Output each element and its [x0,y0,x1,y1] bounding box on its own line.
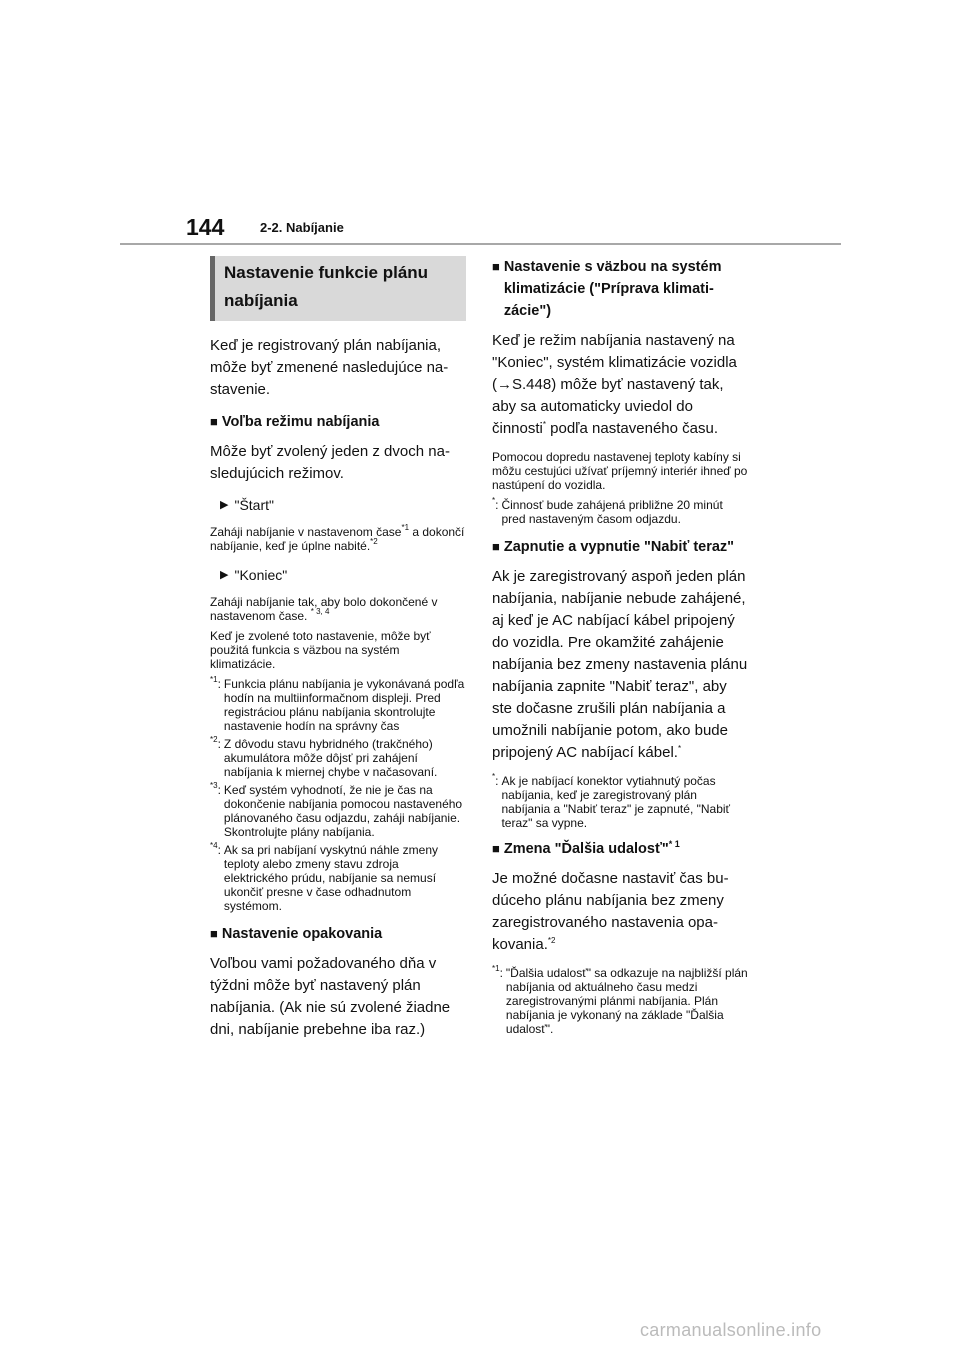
footnote-ref: * 3, 4 [310,607,330,616]
start-desc-text: Zaháji nabíjanie v nastavenom čase [210,525,402,539]
square-bullet-icon: ■ [210,926,218,941]
footnote: $^{*3}$: Keď systém vyhodnotí, že nie je čas na dokončenie nabíjania pomocou nastaveného plánovaného času odjazdu, zaháji nabíjanie. Skontrolujte plány nabíjania. [210,783,466,839]
footnote-mark: * [492,772,496,781]
footnote-list [210,677,466,913]
end-note: Keď je zvolené toto nastavenie, môže byť použitá funkcia s väzbou na systém klimatizácie. [210,629,431,671]
footnote: $^{*2}$: Z dôvodu stavu hybridného (trakčného) akumulátora môže dôjsť pri zahájení nabíjania k miernej chybe v načasovaní. [210,737,466,779]
square-bullet-icon: ■ [492,259,500,274]
climate-text-end: podľa nastaveného času. [545,420,718,437]
climate-heading-text: Nastavenie s väzbou na systém klimatizácie ("Príprava klimatizácie") [503,259,722,319]
footnote-mark: *4 [210,841,218,850]
footnote-ref: *2 [547,936,556,945]
footnote: *: Činnosť bude zahájená približne 20 minút pred nastaveným časom odjazdu. [492,498,748,526]
triangle-bullet-icon: ▶ [220,569,229,581]
end-desc-text: Zaháji nabíjanie tak, aby bolo dokončené v nastavenom čase. [210,595,438,623]
footnote-ref: * [677,744,682,753]
footnote-ref: *2 [370,537,378,546]
charge-now-paragraph [492,566,748,764]
charge-now-heading-text: Zapnutie a vypnutie "Nabiť teraz" [503,539,735,555]
climate-small-note: Pomocou dopredu nastavenej teploty kabíny si môžu cestujúci užívať príjemný interiér ihneď po nastúpení do vozidla. [492,450,748,492]
arrow-icon: → [497,376,512,393]
footnote-ref: *1 [401,523,410,532]
next-event-heading-text [504,838,680,860]
chapter-title: 2-2. Nabíjanie [260,220,344,235]
footnote-text: Ak je nabíjací konektor vytiahnutý počas nabíjania, keď je zaregistrovaný plán nabíjania a "Nabiť teraz" je zapnuté, "Nabiť teraz" sa vypne. [501,774,731,830]
footnote-mark: *2 [210,735,218,744]
footnote-text: Funkcia plánu nabíjania je vykonávaná podľa hodín na multiinformačnom displeji. Pred registráciou plánu nabíjania skontrolujte nastavenie hodín na správny čas [223,677,465,733]
next-event-heading [492,838,748,860]
footnote: $^{*1}$: "Ďalšia udalosť" sa odkazuje na najbližší plán nabíjania od aktuálneho času medzi zaregistrovanými plánmi nabíjania. Plán nabíjania je vykonaný na základe "Ďalšia udalosť". [492,964,748,1036]
footnote: $^{*4}$: Ak sa pri nabíjaní vyskytnú náhle zmeny teploty alebo zmeny stavu zdroja elektrického prúdu, nabíjanie sa nemusí ukončiť presne v čase odhadnutom systémom. [210,843,466,913]
square-bullet-icon: ■ [210,414,218,429]
right-column [492,256,748,1040]
end-description [210,595,466,623]
page-number: 144 [186,214,225,240]
end-option-label: "Koniec" [234,567,288,583]
mode-heading-text: Voľba režimu nabíjania [221,414,380,430]
repeat-heading-text: Nastavenie opakovania [221,926,383,942]
footnote: *: Ak je nabíjací konektor vytiahnutý počas nabíjania, keď je zaregistrovaný plán nabíjania a "Nabiť teraz" je zapnuté, "Nabiť teraz" sa vypne. [492,774,748,830]
climate-text-ref: S.448) môže byť nastavený tak, aby sa automaticky uviedol do činnosti [492,376,724,437]
watermark: carmanualsonline.info [640,1320,822,1340]
square-bullet-icon: ■ [492,841,500,856]
footnote-text: Činnosť bude zahájená približne 20 minút pred nastaveným časom odjazdu. [501,498,723,526]
climate-text: Keď je režim nabíjania nastavený na "Koniec", systém klimatizácie vozidla ( [492,332,737,393]
footnote-text: Ak sa pri nabíjaní vyskytnú náhle zmeny teploty alebo zmeny stavu zdroja elektrického prúdu, nabíjanie sa nemusí ukončiť presne v čase odhadnutom systémom. [223,843,439,913]
footnote-text: "Ďalšia udalosť" sa odkazuje na najbližší plán nabíjania od aktuálneho času medzi zaregistrovanými plánmi nabíjania. Plán nabíjania je vykonaný na základe "Ďalšia udalosť". [505,966,748,1036]
left-column [210,256,466,1051]
charge-now-heading [492,536,748,558]
footnote-mark: *3 [210,781,218,790]
charge-now-text: Ak je zaregistrovaný aspoň jeden plán nabíjania, nabíjanie nebude zahájené, aj keď je AC nabíjací kábel pripojený do vozidla. Pre okamžité zahájenie nabíjania bez zmeny nastavenia plánu nabíjania zapnite "Nabiť teraz", aby ste dočasne zrušili plán nabíjania a umožnili nabíjanie potom, ako bude pripojený AC nabíjací kábel. [492,568,748,761]
footnote-mark: *1 [210,675,218,684]
footnote: $^{*1}$: Funkcia plánu nabíjania je vykonávaná podľa hodín na multiinformačnom displeji. Pred registráciou plánu nabíjania skontrolujte nastavenie hodín na správny čas [210,675,465,733]
start-option [210,495,466,515]
mode-heading [210,411,466,433]
end-option [210,565,466,585]
intro-paragraph: Keď je registrovaný plán nabíjania, môže byť zmenené nasledujúce nastavenie. [210,337,449,398]
repeat-paragraph: Voľbou vami požadovaného dňa v týždni môže byť nastavený plán nabíjania. (Ak nie sú zvolené žiadne dni, nabíjanie prebehne iba raz.) [210,955,451,1038]
mode-paragraph: Môže byť zvolený jeden z dvoch nasledujúcich režimov. [210,443,450,482]
repeat-heading [210,923,466,945]
climate-heading [492,256,748,322]
start-description [210,525,466,553]
footnote-text: Keď systém vyhodnotí, že nie je čas na dokončenie nabíjania pomocou nastaveného plánovaného času odjazdu, zaháji nabíjanie. Skontrolujte plány nabíjania. [223,783,463,839]
triangle-bullet-icon: ▶ [220,499,229,511]
square-bullet-icon: ■ [492,539,500,554]
footnote-ref: * 1 [668,839,680,849]
section-title: Nastavenie funkcie plánu nabíjania [210,256,466,321]
next-event-paragraph [492,868,748,956]
header-rule [120,243,841,245]
climate-paragraph [492,330,748,440]
next-event-heading-label: Zmena "Ďalšia udalosť" [503,841,669,857]
next-event-text: Je možné dočasne nastaviť čas budúceho plánu nabíjania bez zmeny zaregistrovaného nastavenia opakovania. [492,870,729,953]
footnote-text: Z dôvodu stavu hybridného (trakčného) akumulátora môže dôjsť pri zahájení nabíjania k miernej chybe v načasovaní. [223,737,438,779]
footnote-mark: *1 [492,964,500,973]
footnote-mark: * [492,496,496,505]
footnote-ref: * [542,420,546,429]
start-desc-text-2: a dokončí nabíjanie, keď je úplne nabité. [210,525,465,553]
start-option-label: "Štart" [234,497,274,513]
